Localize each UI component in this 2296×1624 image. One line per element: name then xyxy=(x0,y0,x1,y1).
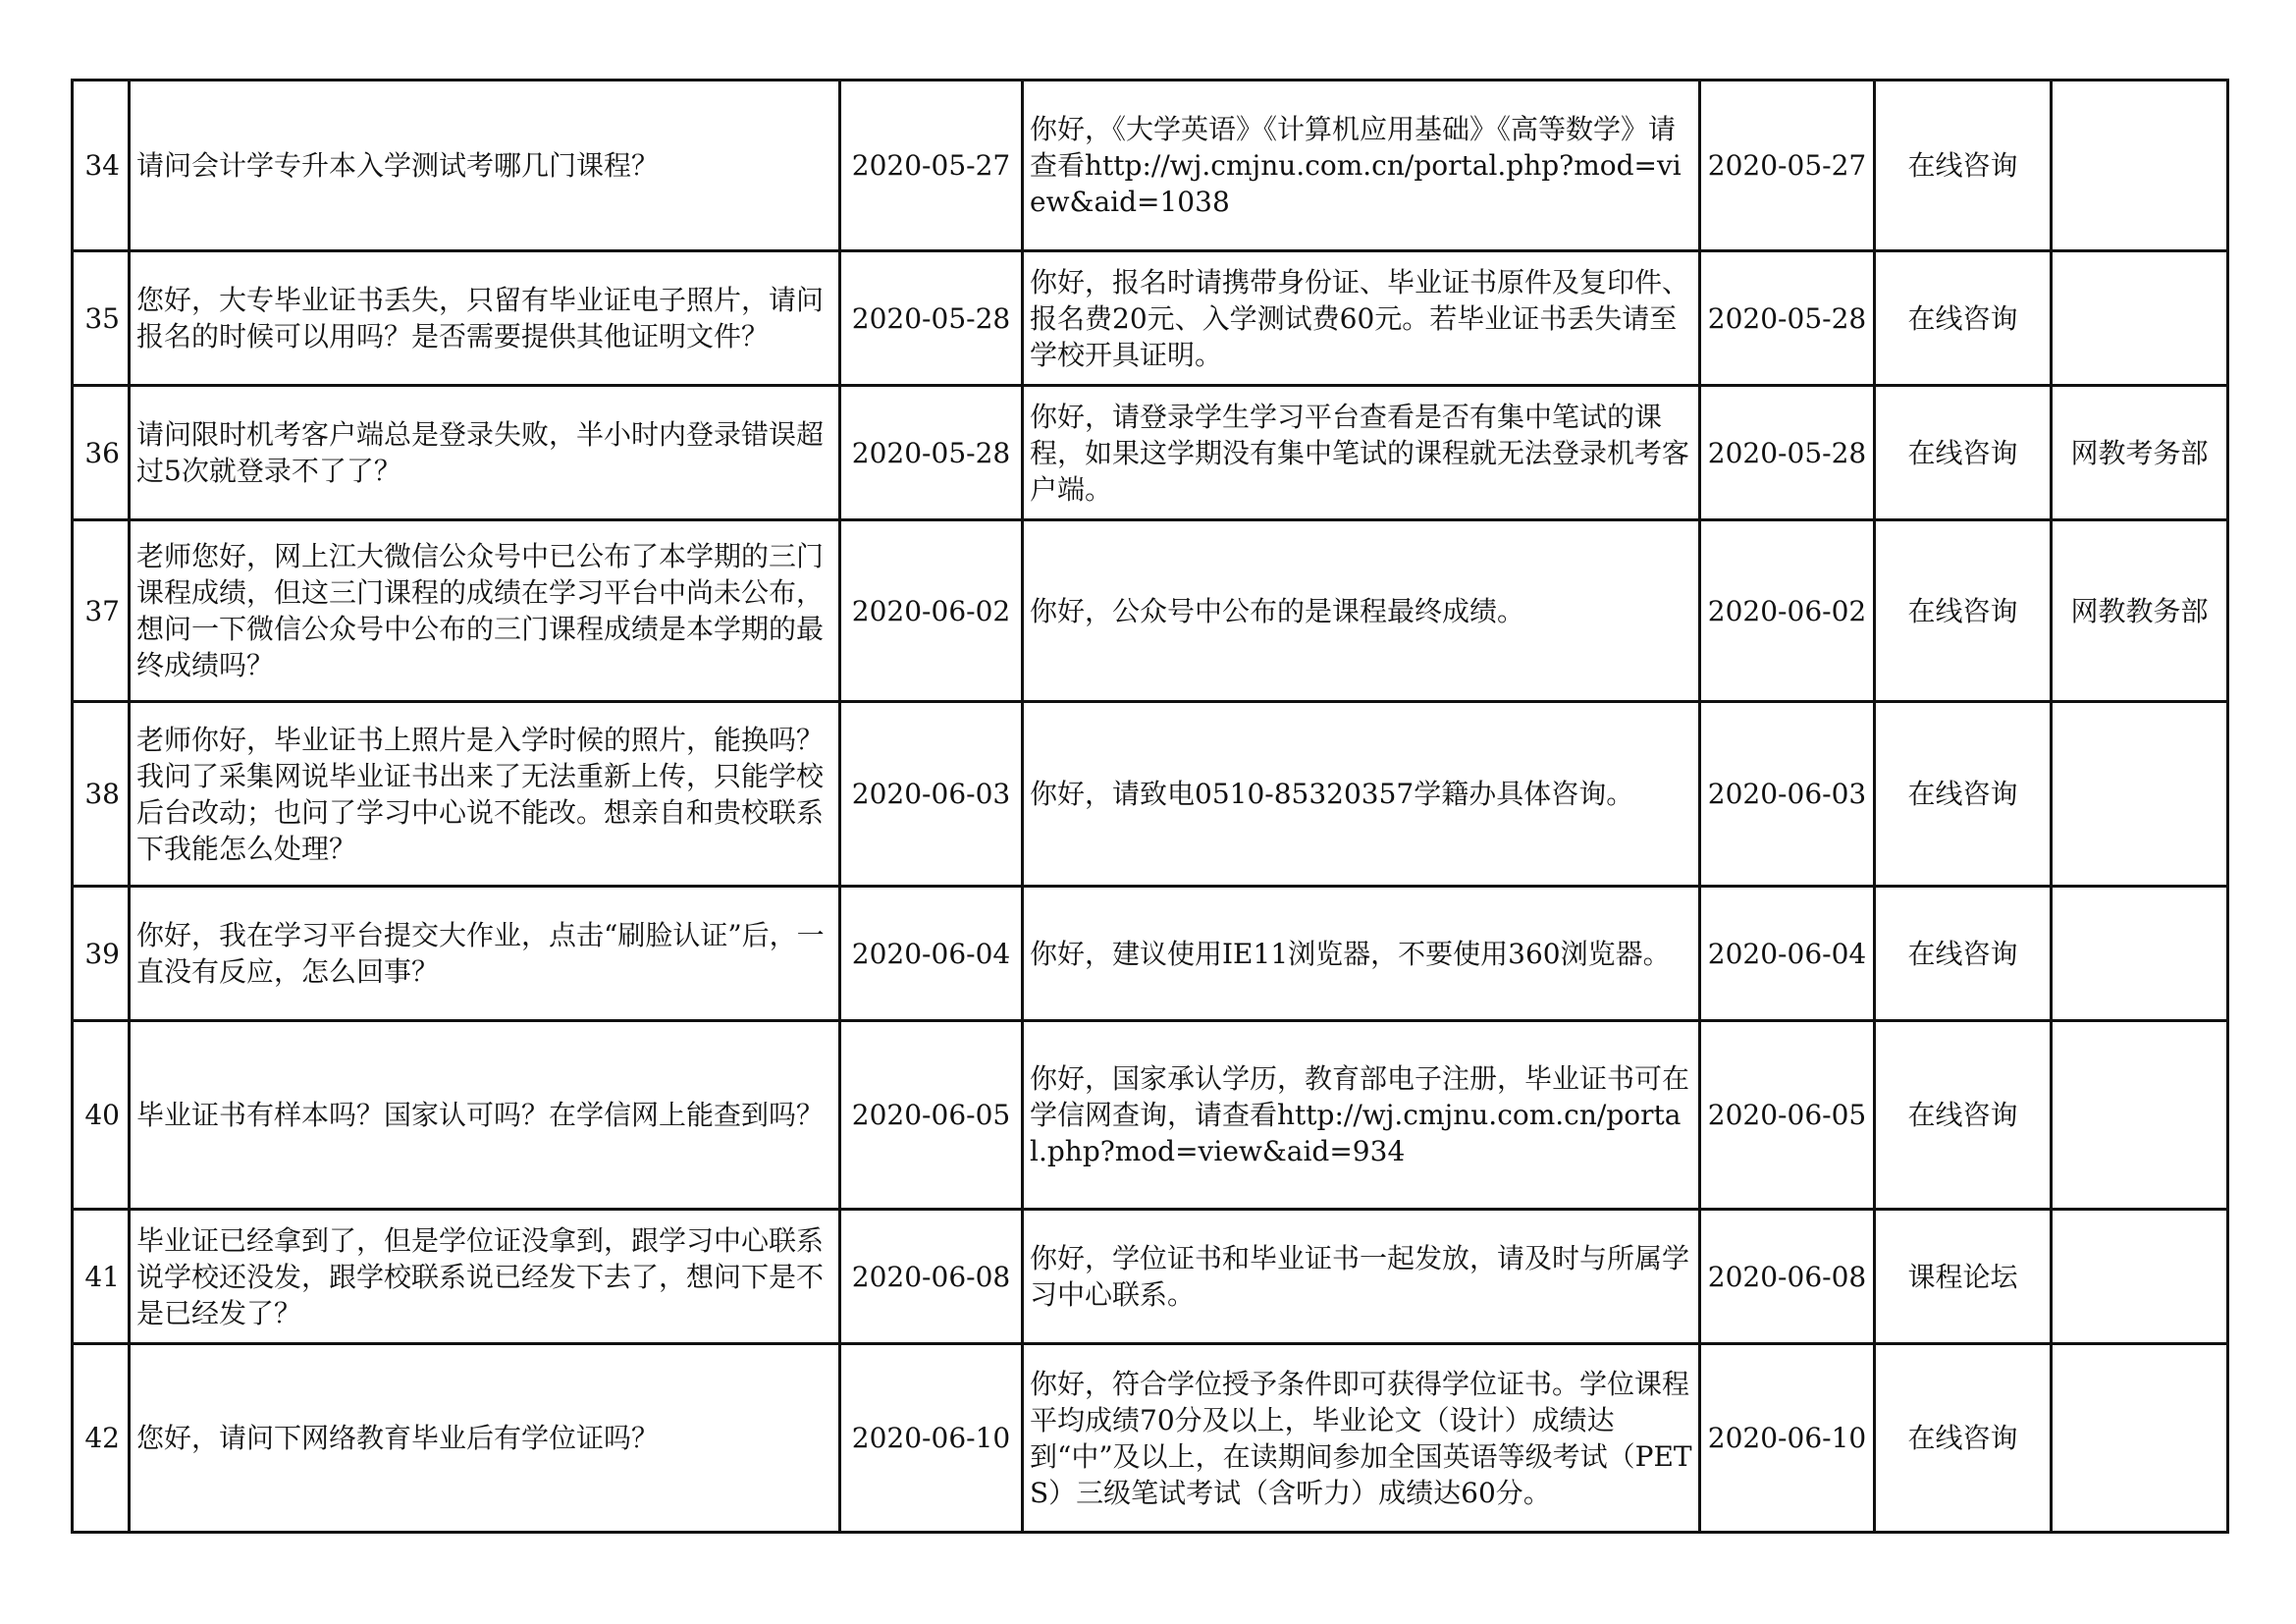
reply-date-cell: 2020-06-04 xyxy=(1700,887,1875,1021)
table-row xyxy=(73,81,2228,251)
answer-cell: 你好，请致电0510-85320357学籍办具体咨询。 xyxy=(1023,702,1700,887)
department-cell xyxy=(2052,887,2228,1021)
reply-date-cell: 2020-05-28 xyxy=(1700,251,1875,386)
department-cell xyxy=(2052,1021,2228,1210)
table-row xyxy=(73,520,2228,702)
answer-cell: 你好，符合学位授予条件即可获得学位证书。学位课程平均成绩70分及以上，毕业论文（设计）成绩达到“中”及以上，在读期间参加全国英语等级考试（PETS）三级笔试考试（含听力）成绩达60分。 xyxy=(1023,1344,1700,1533)
department-cell: 网教考务部 xyxy=(2052,386,2228,520)
answer-cell: 你好，公众号中公布的是课程最终成绩。 xyxy=(1023,520,1700,702)
question-cell: 毕业证已经拿到了，但是学位证没拿到，跟学习中心联系说学校还没发，跟学校联系说已经发下去了，想问下是不是已经发了？ xyxy=(130,1210,840,1344)
question-date-cell: 2020-05-28 xyxy=(840,386,1023,520)
reply-date-cell: 2020-05-27 xyxy=(1700,81,1875,251)
qa-table-body xyxy=(73,81,2228,1533)
question-cell: 您好，大专毕业证书丢失，只留有毕业证电子照片，请问报名的时候可以用吗？是否需要提供其他证明文件？ xyxy=(130,251,840,386)
answer-cell: 你好，建议使用IE11浏览器，不要使用360浏览器。 xyxy=(1023,887,1700,1021)
reply-date-cell: 2020-06-03 xyxy=(1700,702,1875,887)
source-cell: 在线咨询 xyxy=(1875,520,2052,702)
reply-date-cell: 2020-05-28 xyxy=(1700,386,1875,520)
question-date-cell: 2020-06-04 xyxy=(840,887,1023,1021)
row-number: 38 xyxy=(73,702,130,887)
question-cell: 请问会计学专升本入学测试考哪几门课程？ xyxy=(130,81,840,251)
row-number: 40 xyxy=(73,1021,130,1210)
department-cell: 网教教务部 xyxy=(2052,520,2228,702)
answer-cell: 你好，请登录学生学习平台查看是否有集中笔试的课程，如果这学期没有集中笔试的课程就无法登录机考客户端。 xyxy=(1023,386,1700,520)
question-date-cell: 2020-06-08 xyxy=(840,1210,1023,1344)
question-date-cell: 2020-06-05 xyxy=(840,1021,1023,1210)
table-row xyxy=(73,386,2228,520)
reply-date-cell: 2020-06-02 xyxy=(1700,520,1875,702)
table-row xyxy=(73,251,2228,386)
answer-cell: 你好，学位证书和毕业证书一起发放，请及时与所属学习中心联系。 xyxy=(1023,1210,1700,1344)
row-number: 41 xyxy=(73,1210,130,1344)
row-number: 36 xyxy=(73,386,130,520)
department-cell xyxy=(2052,1344,2228,1533)
question-cell: 老师您好，网上江大微信公众号中已公布了本学期的三门课程成绩，但这三门课程的成绩在学习平台中尚未公布，想问一下微信公众号中公布的三门课程成绩是本学期的最终成绩吗？ xyxy=(130,520,840,702)
department-cell xyxy=(2052,702,2228,887)
question-cell: 老师你好，毕业证书上照片是入学时候的照片，能换吗？我问了采集网说毕业证书出来了无法重新上传，只能学校后台改动；也问了学习中心说不能改。想亲自和贵校联系下我能怎么处理？ xyxy=(130,702,840,887)
table-row xyxy=(73,887,2228,1021)
source-cell: 在线咨询 xyxy=(1875,1344,2052,1533)
source-cell: 在线咨询 xyxy=(1875,81,2052,251)
question-cell: 你好，我在学习平台提交大作业，点击“刷脸认证”后，一直没有反应，怎么回事？ xyxy=(130,887,840,1021)
qa-table xyxy=(71,79,2229,1534)
row-number: 37 xyxy=(73,520,130,702)
table-row xyxy=(73,1344,2228,1533)
source-cell: 在线咨询 xyxy=(1875,887,2052,1021)
question-cell: 请问限时机考客户端总是登录失败，半小时内登录错误超过5次就登录不了了？ xyxy=(130,386,840,520)
department-cell xyxy=(2052,1210,2228,1344)
question-date-cell: 2020-06-10 xyxy=(840,1344,1023,1533)
table-row xyxy=(73,1210,2228,1344)
source-cell: 在线咨询 xyxy=(1875,386,2052,520)
row-number: 34 xyxy=(73,81,130,251)
source-cell: 在线咨询 xyxy=(1875,251,2052,386)
reply-date-cell: 2020-06-10 xyxy=(1700,1344,1875,1533)
question-cell: 您好，请问下网络教育毕业后有学位证吗？ xyxy=(130,1344,840,1533)
answer-cell: 你好，《大学英语》《计算机应用基础》《高等数学》请查看http://wj.cmjnu.com.cn/portal.php?mod=view&aid=1038 xyxy=(1023,81,1700,251)
row-number: 42 xyxy=(73,1344,130,1533)
table-row xyxy=(73,702,2228,887)
source-cell: 课程论坛 xyxy=(1875,1210,2052,1344)
source-cell: 在线咨询 xyxy=(1875,702,2052,887)
reply-date-cell: 2020-06-05 xyxy=(1700,1021,1875,1210)
row-number: 35 xyxy=(73,251,130,386)
department-cell xyxy=(2052,251,2228,386)
row-number: 39 xyxy=(73,887,130,1021)
reply-date-cell: 2020-06-08 xyxy=(1700,1210,1875,1344)
table-row xyxy=(73,1021,2228,1210)
source-cell: 在线咨询 xyxy=(1875,1021,2052,1210)
answer-cell: 你好，国家承认学历，教育部电子注册，毕业证书可在学信网查询，请查看http://wj.cmjnu.com.cn/portal.php?mod=view&aid=934 xyxy=(1023,1021,1700,1210)
question-date-cell: 2020-06-02 xyxy=(840,520,1023,702)
department-cell xyxy=(2052,81,2228,251)
question-date-cell: 2020-05-28 xyxy=(840,251,1023,386)
answer-cell: 你好，报名时请携带身份证、毕业证书原件及复印件、报名费20元、入学测试费60元。若毕业证书丢失请至学校开具证明。 xyxy=(1023,251,1700,386)
question-date-cell: 2020-05-27 xyxy=(840,81,1023,251)
question-cell: 毕业证书有样本吗？国家认可吗？在学信网上能查到吗？ xyxy=(130,1021,840,1210)
question-date-cell: 2020-06-03 xyxy=(840,702,1023,887)
